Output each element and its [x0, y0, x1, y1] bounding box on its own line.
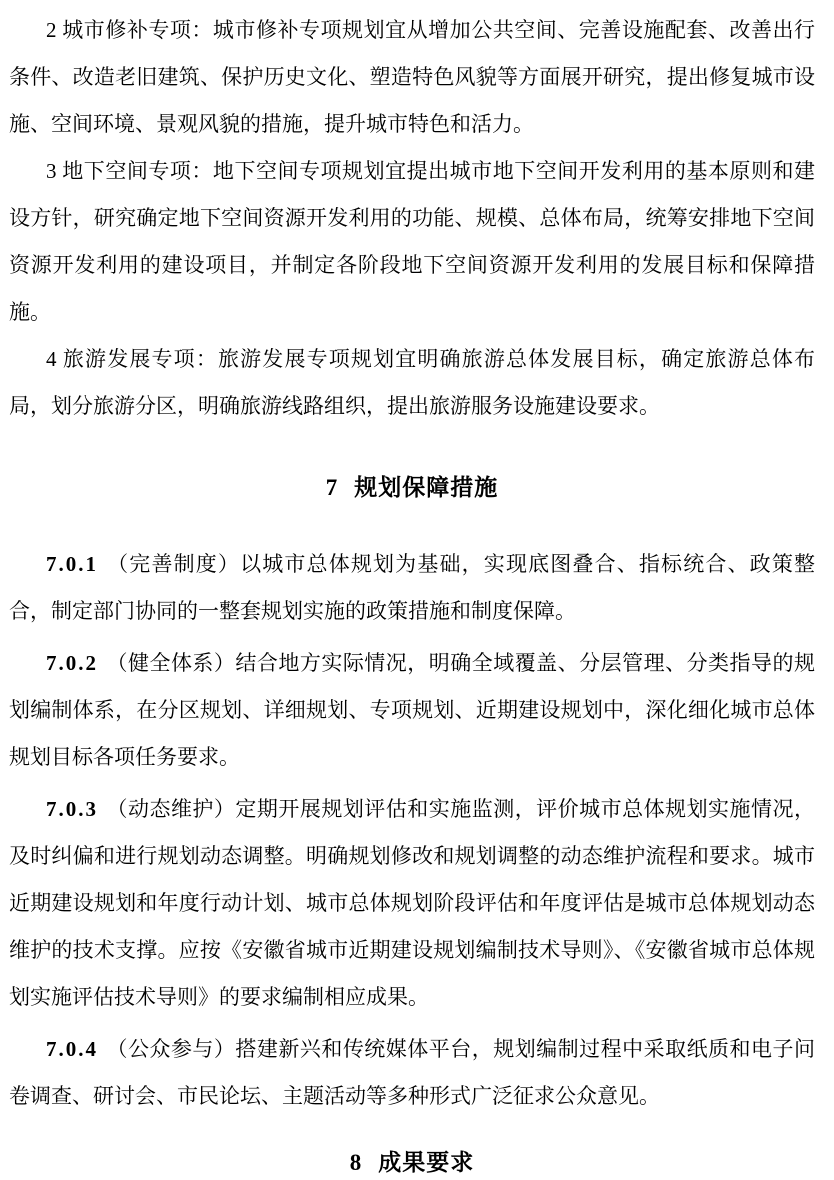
clause-7-0-3 — [9, 786, 815, 1021]
para-city-repair-special: 2 城市修补专项：城市修补专项规划宜从增加公共空间、完善设施配套、改善出行条件、改造老旧建筑、保护历史文化、塑造特色风貌等方面展开研究，提出修复城市设施、空间环境、景观风貌的措施，提升城市特色和活力。 — [9, 18, 815, 136]
clause-7-0-3-number: 7.0.3 — [46, 797, 98, 821]
clause-7-0-1-number: 7.0.1 — [46, 552, 98, 576]
clause-7-0-4-number: 7.0.4 — [46, 1037, 98, 1061]
clause-7-0-3-text: （动态维护）定期开展规划评估和实施监测，评价城市总体规划实施情况，及时纠偏和进行规划动态调整。明确规划修改和规划调整的动态维护流程和要求。城市近期建设规划和年度行动计划、城市总体规划阶段评估和年度评估是城市总体规划动态维护的技术支撑。应按《安徽省城市近期建设规划编制技术导则》、《安徽省城市总体规划实施评估技术导则》的要求编制相应成果。 — [9, 797, 815, 1009]
para-underground-space-special: 3 地下空间专项：地下空间专项规划宜提出城市地下空间开发利用的基本原则和建设方针，研究确定地下空间资源开发利用的功能、规模、总体布局，统筹安排地下空间资源开发利用的建设项目，并制定各阶段地下空间资源开发利用的发展目标和保障措施。 — [9, 159, 815, 324]
clause-7-0-1-text: （完善制度）以城市总体规划为基础，实现底图叠合、指标统合、政策整合，制定部门协同的一整套规划实施的政策措施和制度保障。 — [9, 552, 815, 623]
section-7-heading — [9, 471, 815, 505]
clause-7-0-1 — [9, 541, 815, 635]
section-8-number: 8 — [349, 1150, 363, 1175]
section-7-number: 7 — [325, 475, 339, 500]
section-8-title: 成果要求 — [378, 1150, 475, 1175]
section-7-title: 规划保障措施 — [354, 475, 499, 500]
clause-7-0-4-text: （公众参与）搭建新兴和传统媒体平台，规划编制过程中采取纸质和电子问卷调查、研讨会、市民论坛、主题活动等多种形式广泛征求公众意见。 — [9, 1037, 815, 1108]
clause-7-0-2-number: 7.0.2 — [46, 651, 98, 675]
section-8-heading — [9, 1146, 815, 1180]
para-tourism-special: 4 旅游发展专项：旅游发展专项规划宜明确旅游总体发展目标，确定旅游总体布局，划分旅游分区，明确旅游线路组织，提出旅游服务设施建设要求。 — [9, 347, 815, 418]
clause-7-0-2 — [9, 640, 815, 781]
clause-7-0-4 — [9, 1026, 815, 1120]
clause-7-0-2-text: （健全体系）结合地方实际情况，明确全域覆盖、分层管理、分类指导的规划编制体系，在分区规划、详细规划、专项规划、近期建设规划中，深化细化城市总体规划目标各项任务要求。 — [9, 651, 815, 769]
